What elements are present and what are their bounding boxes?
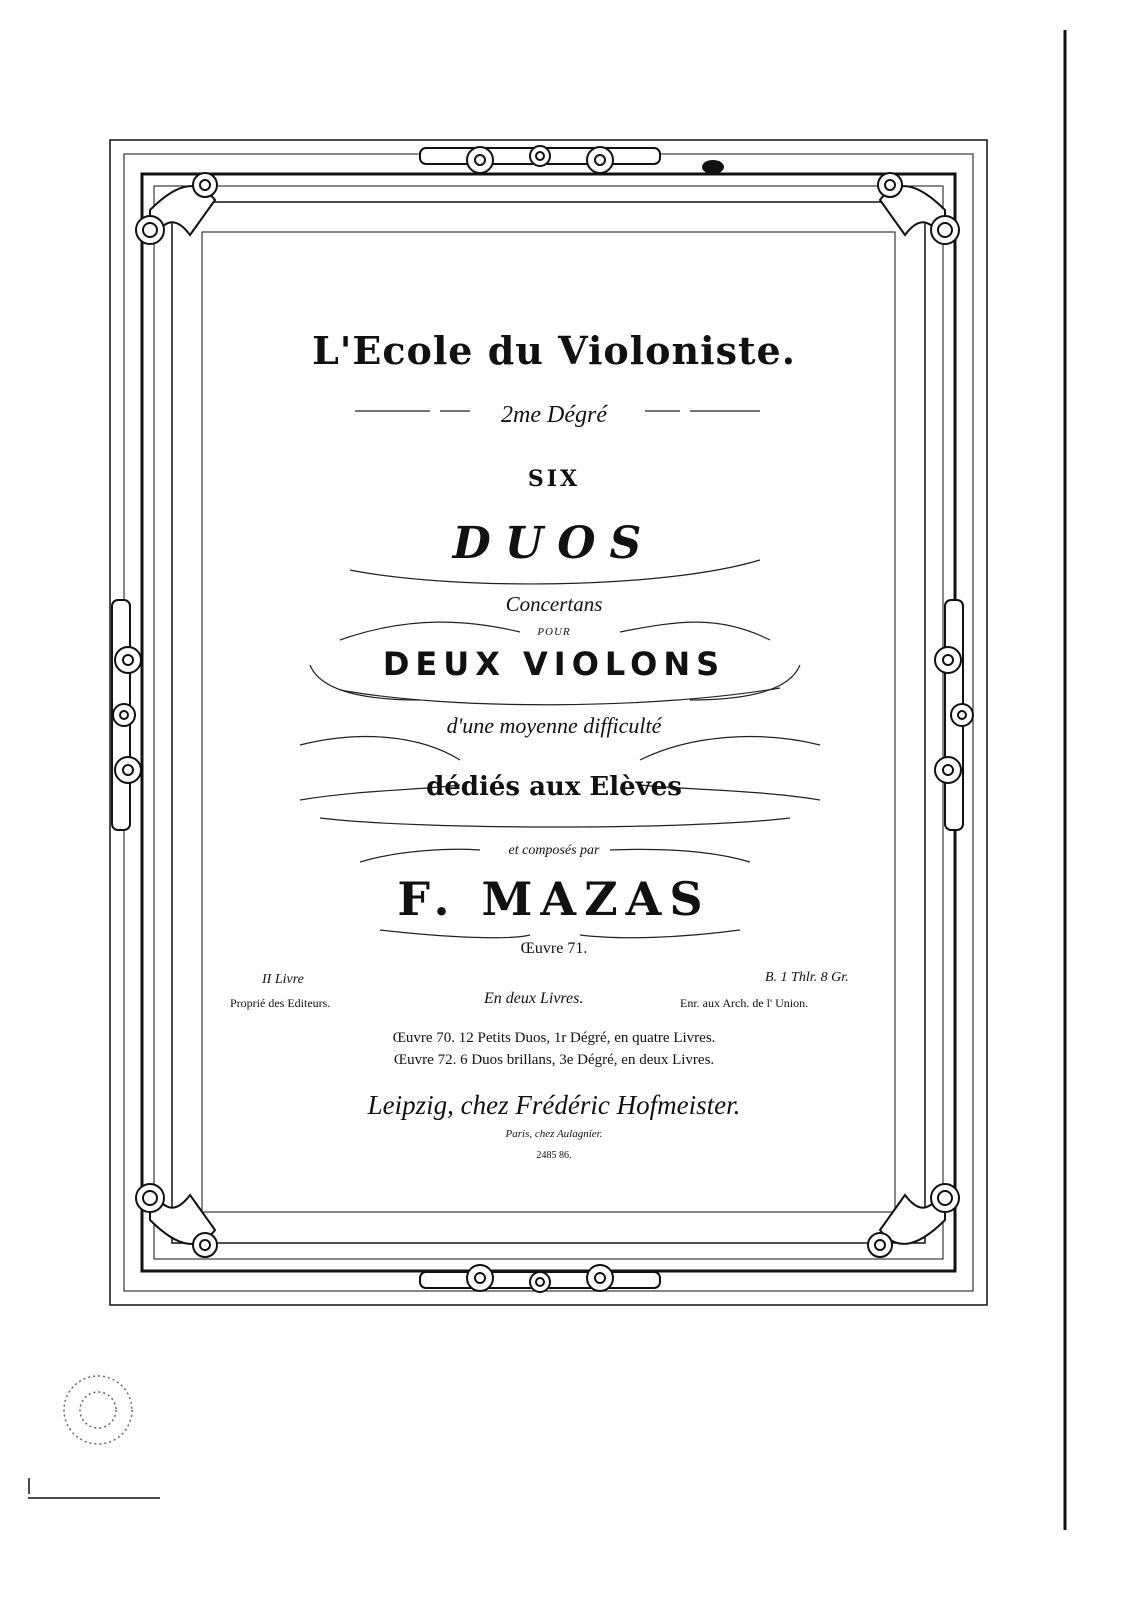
corner-scroll-top-right [878, 173, 959, 244]
number-word: SIX [527, 466, 581, 492]
top-center-ornament [420, 146, 660, 173]
corner-scroll-bottom-left [136, 1184, 217, 1257]
left-side-ornament [112, 600, 141, 830]
style-label: Concertans [505, 592, 603, 616]
corner-scroll-top-left [136, 173, 217, 244]
book-number: II Livre [262, 972, 304, 987]
pour-label: POUR [537, 626, 571, 638]
plate-number: 2485 86. [536, 1150, 572, 1161]
property-notice: Proprié des Editeurs. [230, 996, 331, 1010]
library-stamp [64, 1376, 132, 1444]
work-type: DUOS [452, 518, 656, 569]
corner-scroll-bottom-right [868, 1184, 959, 1257]
page-title: L'Ecole du Violoniste. [312, 328, 796, 373]
paris-agent: Paris, chez Aulagnier. [505, 1128, 603, 1140]
right-side-ornament [935, 600, 973, 830]
price: B. 1 Thlr. 8 Gr. [765, 970, 849, 985]
composed-by-label: et composés par [508, 843, 600, 858]
degree-label: 2me Dégré [501, 402, 607, 428]
ink-blot [702, 160, 724, 174]
difficulty-label: d'une moyenne difficulté [446, 713, 662, 738]
composer-name: F. MAZAS [397, 872, 711, 926]
related-work-1: Œuvre 70. 12 Petits Duos, 1r Dégré, en quatre Livres. [392, 1030, 716, 1046]
dedication: dédiés aux Elèves [426, 772, 682, 802]
opus-number: Œuvre 71. [520, 940, 588, 957]
books-count: En deux Livres. [484, 990, 584, 1007]
instrumentation: DEUX VIOLONS [382, 645, 726, 683]
publisher: Leipzig, chez Frédéric Hofmeister. [367, 1090, 741, 1120]
deposit-notice: Enr. aux Arch. de l' Union. [680, 996, 809, 1010]
related-work-2: Œuvre 72. 6 Duos brillans, 3e Dégré, en deux Livres. [393, 1052, 715, 1068]
bottom-center-ornament [420, 1265, 660, 1292]
